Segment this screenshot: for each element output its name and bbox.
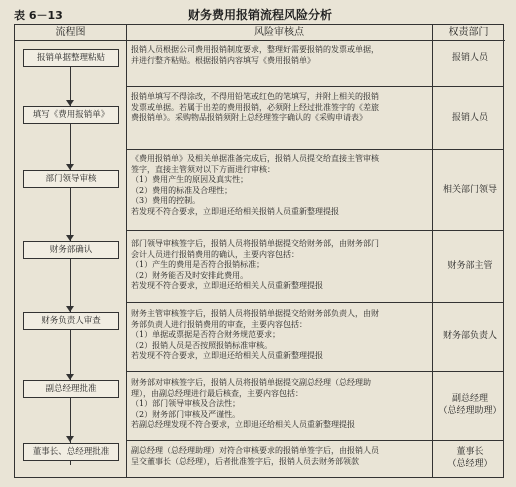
risk-line: （1）费用产生的原因及真实性； bbox=[131, 175, 249, 184]
risk-point-3 bbox=[131, 154, 431, 217]
risk-line: 若发现不符合要求，立即退还给相关人员重新整理提报 bbox=[131, 351, 323, 360]
arrow-down-icon bbox=[66, 436, 74, 442]
dept-line: （总经理） bbox=[447, 459, 493, 469]
row-divider bbox=[126, 149, 503, 150]
risk-line: 财务主管审核签字后，报销人员将报销单据提交给财务部负责人，由财 bbox=[131, 309, 379, 318]
risk-line: （2）财务部门审核及严谨性。 bbox=[131, 409, 241, 419]
risk-line: 理），由副总经理进行最后核查，主要内容包括： bbox=[131, 388, 303, 398]
column-divider bbox=[432, 25, 433, 477]
dept-line: 董事长 bbox=[456, 447, 484, 457]
dept-6 bbox=[437, 393, 503, 417]
risk-line: 务部负责人进行报销费用的审查，主要内容包括： bbox=[131, 319, 307, 329]
row-divider bbox=[126, 230, 503, 231]
flow-step-organize: 报销单据整理粘贴 bbox=[23, 49, 119, 67]
risk-point-7 bbox=[131, 446, 431, 467]
flow-step-ceo-approve: 董事长、总经理批准 bbox=[23, 443, 119, 461]
risk-line: 财务部对审核签字后，报销人员将报销单据提交副总经理（总经理助 bbox=[131, 378, 371, 387]
risk-line: 呈交董事长（总经理），后者批准签字后，报销人员去财务部领款 bbox=[131, 456, 359, 466]
flow-step-finance-head: 财务负责人审查 bbox=[23, 312, 119, 330]
dept-line: 副总经理 bbox=[451, 394, 488, 404]
risk-point-2 bbox=[131, 92, 431, 124]
risk-point-4 bbox=[131, 239, 431, 292]
table-title: 财务费用报销流程风险分析 bbox=[187, 8, 332, 22]
risk-line: 若发现不符合要求，立即退还给相关报销人员重新整理提报 bbox=[131, 206, 339, 216]
dept-line: （总经理助理） bbox=[438, 406, 502, 416]
dept-4: 财务部主管 bbox=[447, 261, 493, 271]
header-risk: 风险审核点 bbox=[126, 25, 432, 41]
risk-point-5 bbox=[131, 309, 431, 362]
risk-line: 报销单填写不得涂改，不得用铅笔或红色的笔填写，并附上相关的报销 bbox=[131, 92, 379, 101]
row-divider bbox=[126, 302, 503, 303]
flow-step-dept-review: 部门领导审核 bbox=[23, 170, 119, 188]
risk-line: 费报销单》。采购物品报销须附上总经理签字确认的《采购申请表》 bbox=[131, 113, 367, 122]
row-divider bbox=[126, 440, 503, 441]
risk-line: （1）单据或票据是否符合财务规范要求； bbox=[131, 330, 281, 339]
risk-analysis-table bbox=[14, 24, 504, 478]
row-divider bbox=[126, 86, 503, 87]
header-flow: 流程图 bbox=[15, 25, 126, 41]
flow-step-vp-approve: 副总经理批准 bbox=[23, 380, 119, 398]
dept-5: 财务部负责人 bbox=[442, 331, 497, 341]
risk-line: 部门领导审核签字后，报销人员将报销单据提交给财务部，由财务部门 bbox=[131, 239, 379, 248]
table-caption bbox=[14, 6, 506, 22]
dept-3: 相关部门领导 bbox=[442, 185, 497, 195]
risk-point-6 bbox=[131, 378, 431, 431]
risk-line: 发票或单据。若属于出差的费用报销，必须附上经过批准签字的《差旅 bbox=[131, 102, 379, 112]
dept-7 bbox=[437, 446, 503, 470]
header-dept: 权责部门 bbox=[432, 25, 505, 41]
risk-line: （2）报销人员是否按照报销标准审核。 bbox=[131, 340, 273, 350]
risk-line: 副总经理（总经理助理）对符合审核要求的报销单签字后，由报销人员 bbox=[131, 446, 379, 455]
table-number: 表 6－13 bbox=[14, 9, 63, 22]
risk-line: （3）费用的控制。 bbox=[131, 196, 201, 205]
risk-line: （1）部门领导审核及合法性； bbox=[131, 399, 241, 408]
risk-line: 若发现不符合要求，立即退还给相关人员重新整理提报 bbox=[131, 281, 323, 290]
risk-line: 若副总经理发现不符合要求，立即退还给相关人员重新整理提报 bbox=[131, 420, 355, 429]
dept-2: 报销人员 bbox=[451, 113, 488, 123]
column-divider bbox=[126, 25, 127, 477]
risk-line: 并进行整齐粘贴。根据报销内容填写《费用报销单》 bbox=[131, 55, 315, 65]
risk-line: 签字，直接主管须对以下方面进行审核： bbox=[131, 164, 275, 174]
risk-line: 《费用报销单》及相关单据准备完成后，报销人员提交给直接主管审核 bbox=[131, 154, 379, 163]
risk-line: 会计人员进行报销费用的确认，主要内容包括： bbox=[131, 249, 299, 259]
risk-line: （1）产生的费用是否符合报销标准； bbox=[131, 260, 265, 269]
flow-step-fill-form: 填写《费用报销单》 bbox=[23, 106, 119, 124]
dept-1: 报销人员 bbox=[451, 53, 488, 63]
risk-line: 报销人员根据公司费用报销制度要求，整理好需要报销的发票或单据， bbox=[131, 45, 379, 54]
row-divider bbox=[126, 371, 503, 372]
risk-line: （2）财务能否及时安排此费用。 bbox=[131, 270, 249, 280]
risk-point-1 bbox=[131, 45, 431, 66]
risk-line: （2）费用的标准及合理性； bbox=[131, 185, 233, 195]
flow-step-finance-confirm: 财务部确认 bbox=[23, 241, 119, 259]
